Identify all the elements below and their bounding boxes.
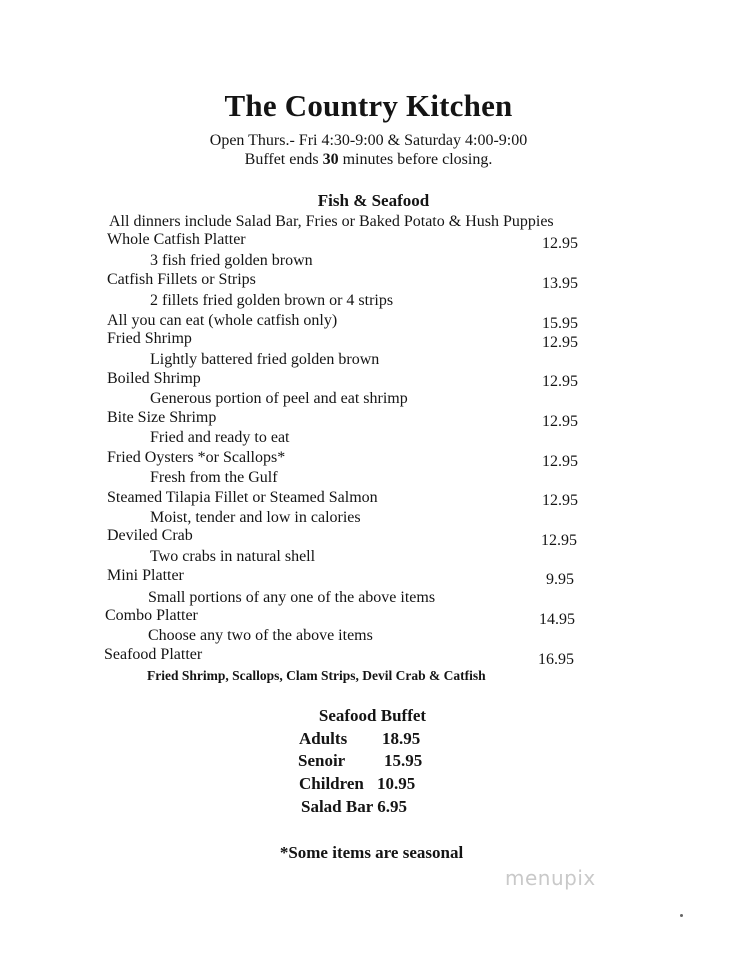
menu-item-desc: Fried and ready to eat <box>150 429 290 446</box>
menu-item-name: Steamed Tilapia Fillet or Steamed Salmon <box>107 489 378 506</box>
menu-item-name: Seafood Platter <box>104 646 203 663</box>
menu-item-price: 12.95 <box>542 235 578 252</box>
menu-item-price: 13.95 <box>542 275 578 292</box>
menu-item-price: 12.95 <box>542 334 578 351</box>
buffet-note-post: minutes before closing. <box>338 151 493 168</box>
buffet-note-pre: Buffet ends <box>244 151 323 168</box>
buffet-note-minutes: 30 <box>322 151 339 168</box>
menu-item-desc: Small portions of any one of the above items <box>148 589 436 606</box>
buffet-title: Seafood Buffet <box>318 706 427 725</box>
menu-item-name: Boiled Shrimp <box>107 370 201 387</box>
menu-item-name: Deviled Crab <box>107 527 193 544</box>
menu-item-desc: Fried Shrimp, Scallops, Clam Strips, Devil Crab & Catfish <box>147 668 486 683</box>
menu-item-desc: Lightly battered fried golden brown <box>150 351 380 368</box>
buffet-senior-label: Senoir <box>298 751 346 770</box>
menu-item-name: Fried Shrimp <box>107 330 192 347</box>
restaurant-title: The Country Kitchen <box>224 88 513 123</box>
menu-item-desc: Moist, tender and low in calories <box>150 509 361 526</box>
menu-item-price: 15.95 <box>542 315 578 332</box>
menu-item-desc: Choose any two of the above items <box>148 627 373 644</box>
seasonal-note: *Some items are seasonal <box>279 843 464 862</box>
menu-item-name: Combo Platter <box>105 607 198 624</box>
menu-item-price: 12.95 <box>541 532 577 549</box>
buffet-salad-bar: Salad Bar 6.95 <box>301 797 407 816</box>
menu-item-price: 16.95 <box>538 651 574 668</box>
buffet-adults-price: 18.95 <box>382 729 421 748</box>
scan-speck <box>680 914 683 917</box>
menu-item-price: 12.95 <box>542 413 578 430</box>
menu-item-desc: Generous portion of peel and eat shrimp <box>150 390 408 407</box>
menu-item-name: Mini Platter <box>107 567 184 584</box>
menu-item-desc: Fresh from the Gulf <box>150 469 278 486</box>
buffet-closing-note <box>0 151 737 169</box>
menu-item-desc: Two crabs in natural shell <box>150 548 316 565</box>
menu-item-price: 9.95 <box>546 571 574 588</box>
menu-item-name: Whole Catfish Platter <box>107 231 246 248</box>
menu-item-desc: 2 fillets fried golden brown or 4 strips <box>150 292 394 309</box>
menu-item-desc: 3 fish fried golden brown <box>150 252 313 269</box>
menu-item-name: Fried Oysters *or Scallops* <box>107 449 286 466</box>
buffet-children-price: 10.95 <box>377 774 416 793</box>
menu-item-name: Catfish Fillets or Strips <box>107 271 256 288</box>
menu-item-name: All you can eat (whole catfish only) <box>107 312 338 329</box>
buffet-adults-label: Adults <box>299 729 348 748</box>
buffet-senior-price: 15.95 <box>384 751 423 770</box>
buffet-children-label: Children <box>299 774 364 793</box>
watermark-logo: menupix <box>505 866 596 890</box>
section-title: Fish & Seafood <box>317 191 430 210</box>
menu-item-price: 14.95 <box>539 611 575 628</box>
menu-item-price: 12.95 <box>542 453 578 470</box>
menu-item-name: Bite Size Shrimp <box>107 409 217 426</box>
section-intro: All dinners include Salad Bar, Fries or Baked Potato & Hush Puppies <box>109 213 554 230</box>
menu-item-price: 12.95 <box>542 492 578 509</box>
menu-item-price: 12.95 <box>542 373 578 390</box>
opening-hours: Open Thurs.- Fri 4:30-9:00 & Saturday 4:00-9:00 <box>209 132 528 149</box>
